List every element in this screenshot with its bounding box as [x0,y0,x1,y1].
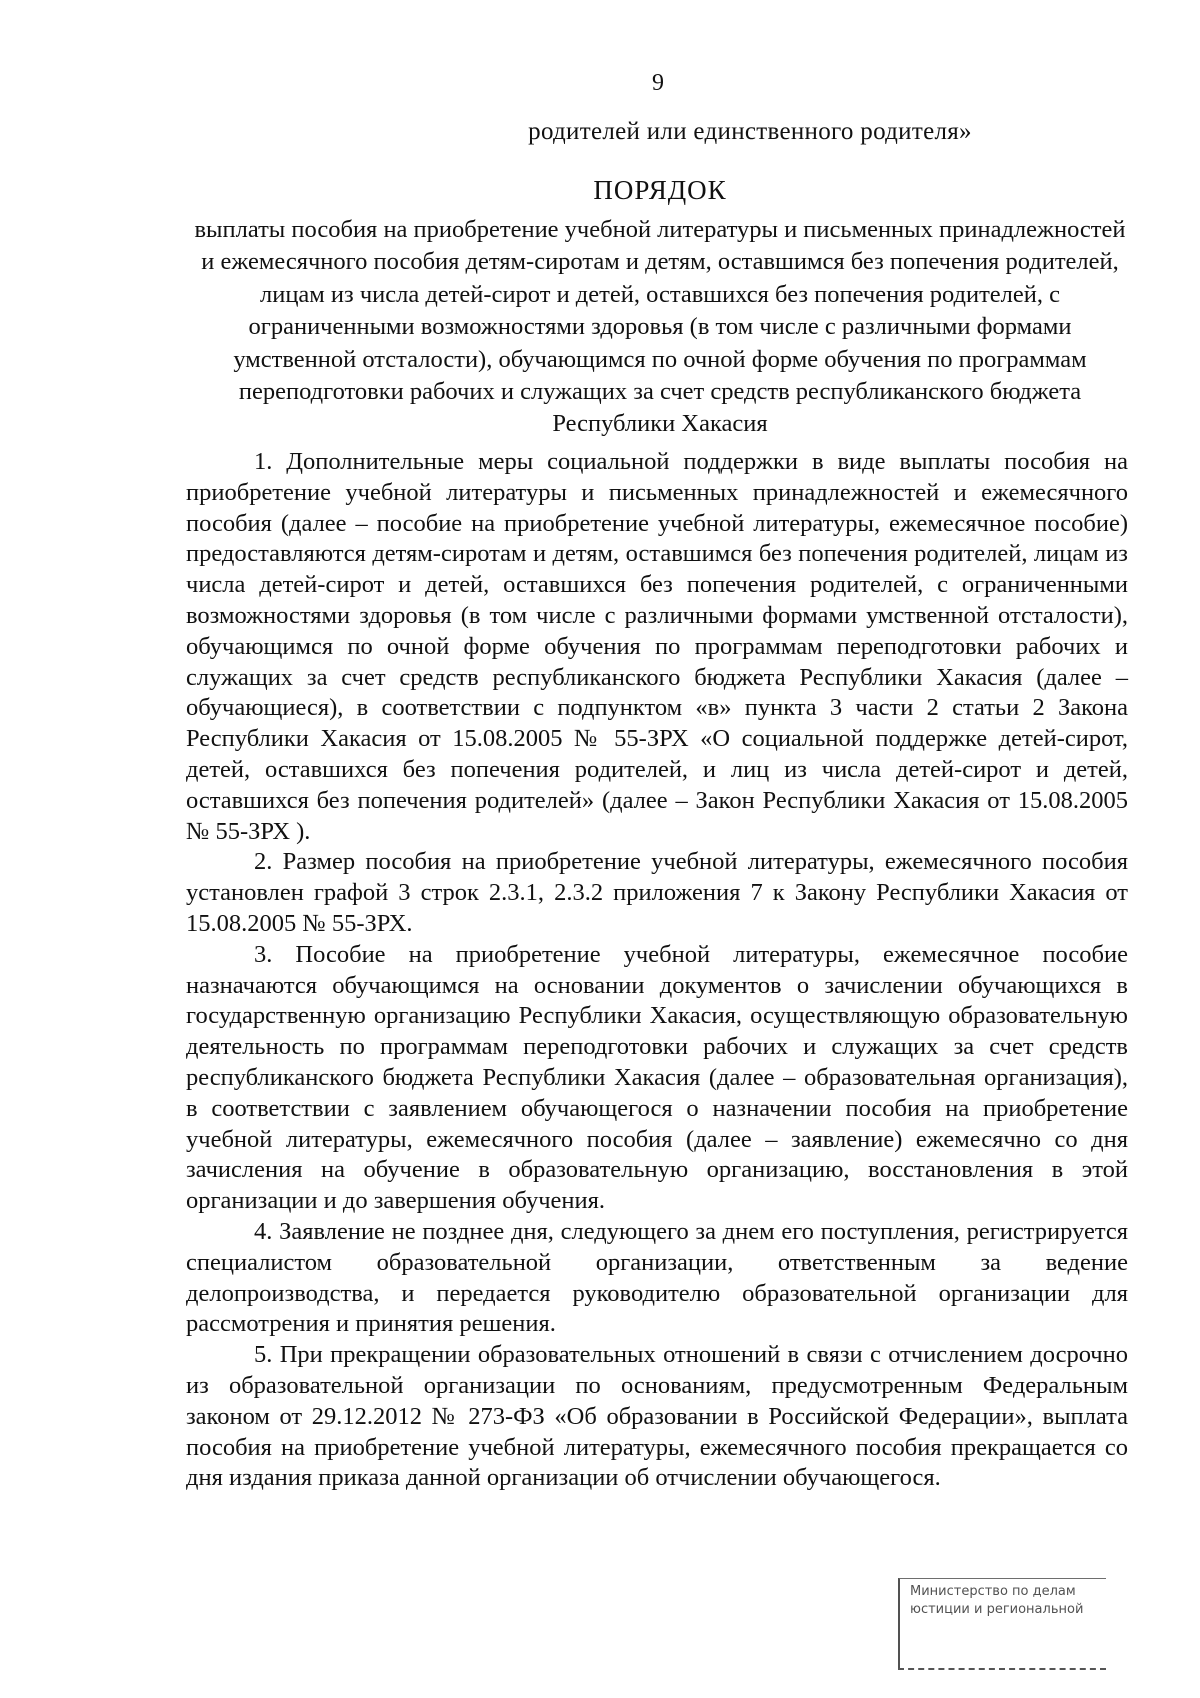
stamp-line-1: Министерство по делам [910,1584,1076,1599]
paragraph-4: 4. Заявление не позднее дня, следующего за днем его поступления, регистрируется специалистом образовательной организации, ответственным за ведение делопроизводства, и передается руководителю образовательной организации для рассмотрения и принятия решения. [186,1217,1128,1338]
stamp-bottom-border [898,1668,1106,1670]
page-number: 9 [652,70,664,96]
document-subtitle: выплаты пособия на приобретение учебной литературы и письменных принадлежностей и ежемесячного пособия детям-сиротам и детям, оставшимся без попечения родителей, лицам из числа детей-сирот и детей, оставшихся без попечения родителей, с ограниченными возможностями здоровья (в том числе с различными формами умственной отсталости), обучающимся по очной форме обучения по программам переподготовки рабочих и служащих за счет средств республиканского бюджета Республики Хакасия [194,216,1126,438]
title-block [190,172,1130,441]
paragraph-2: 2. Размер пособия на приобретение учебной литературы, ежемесячного пособия установлен графой 3 строк 2.3.1, 2.3.2 приложения 7 к Закону Республики Хакасия от 15.08.2005 № 55-ЗРХ. [186,848,1128,937]
registration-stamp [898,1578,1106,1670]
stamp-line-2: юстиции и региональной [910,1602,1084,1617]
appendix-caption: родителей или единственного родителя» [528,118,972,145]
document-body [186,447,1128,1494]
paragraph-3: 3. Пособие на приобретение учебной литературы, ежемесячное пособие назначаются обучающимся на основании документов о зачислении обучающихся в государственную организацию Республики Хакасия, осуществляющую образовательную деятельность по программам переподготовки рабочих и служащих за счет средств республиканского бюджета Республики Хакасия (далее – образовательная организация), в соответствии с заявлением обучающегося о назначении пособия на приобретение учебной литературы, ежемесячного пособия (далее – заявление) ежемесячно со дня зачисления на обучение в образовательную организацию, восстановления в этой организации и до завершения обучения. [186,940,1128,1215]
paragraph-1: 1. Дополнительные меры социальной поддержки в виде выплаты пособия на приобретение учебной литературы и письменных принадлежностей и ежемесячного пособия (далее – пособие на приобретение учебной литературы, ежемесячное пособие) предоставляются детям-сиротам и детям, оставшимся без попечения родителей, лицам из числа детей-сирот и детей, оставшихся без попечения родителей, с ограниченными возможностями здоровья (в том числе с различными формами умственной отсталости), обучающимся по очной форме обучения по программам переподготовки рабочих и служащих за счет средств республиканского бюджета Республики Хакасия (далее – обучающиеся), в соответствии с подпунктом «в» пункта 3 части 2 статьи 2 Закона Республики Хакасия от 15.08.2005 № 55-ЗРХ «О социальной поддержке детей-сирот, детей, оставшихся без попечения родителей, и лиц из числа детей-сирот и детей, оставшихся без попечения родителей» (далее – Закон Республики Хакасия от 15.08.2005 № 55-ЗРХ ). [186,448,1128,845]
document-title: ПОРЯДОК [593,175,727,205]
paragraph-5: 5. При прекращении образовательных отношений в связи с отчислением досрочно из образовательной организации по основаниям, предусмотренным Федеральным законом от 29.12.2012 № 273-ФЗ «Об образовании в Российской Федерации», выплата пособия на приобретение учебной литературы, ежемесячного пособия прекращается со дня издания приказа данной организации об отчислении обучающегося. [186,1341,1128,1492]
